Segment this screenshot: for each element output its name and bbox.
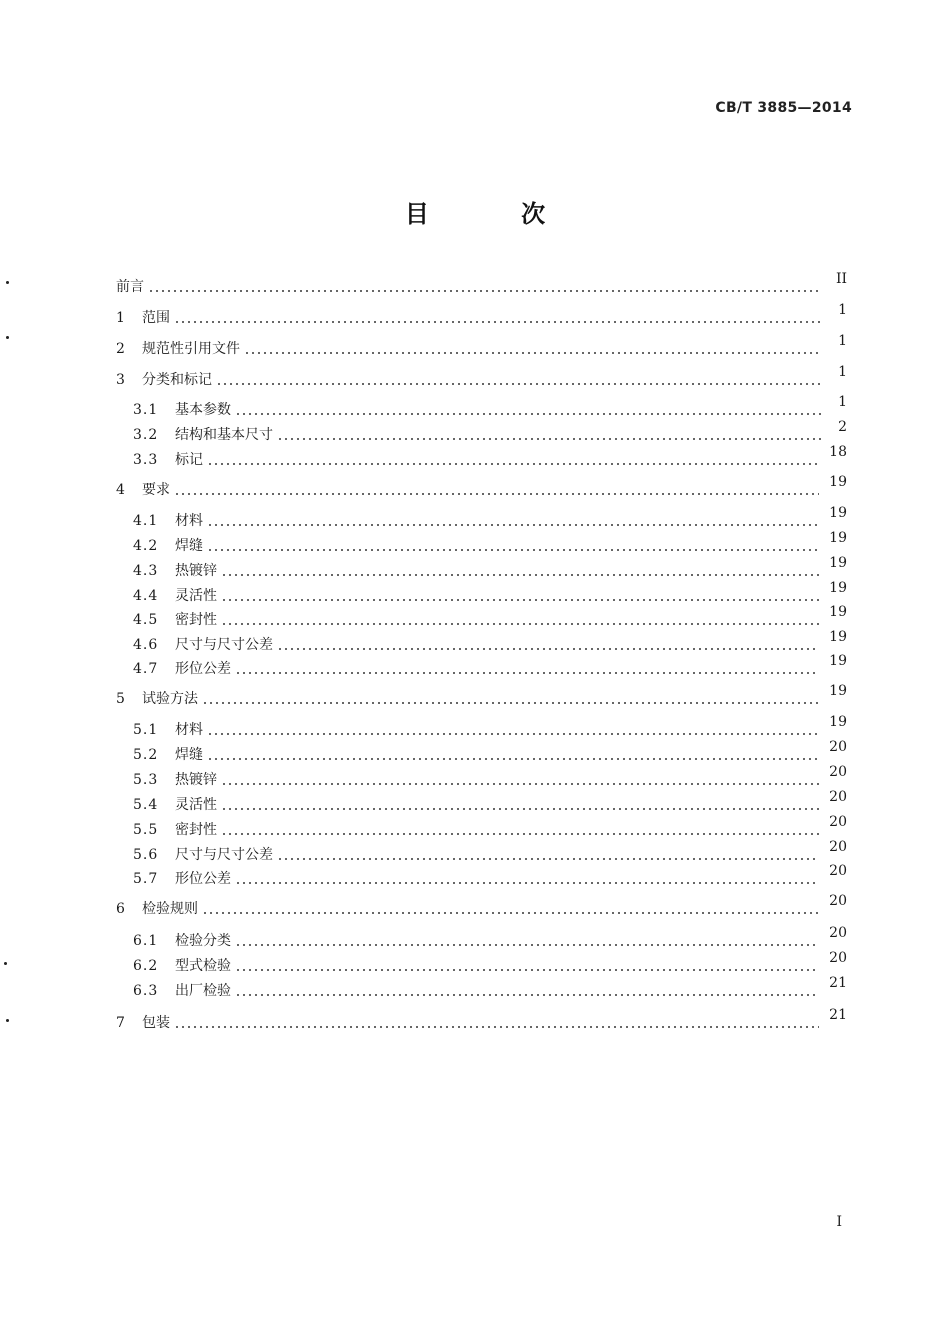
toc-entry-page: 20	[829, 764, 847, 780]
toc-entry-number: 5.1	[133, 722, 159, 738]
dot-leader	[221, 783, 819, 785]
toc-entry-title: 热镀锌	[175, 563, 217, 579]
dot-leader	[235, 969, 819, 971]
scan-artifact	[4, 962, 7, 965]
toc-entry-page: 19	[829, 505, 847, 521]
toc-entry-title: 型式检验	[175, 958, 231, 974]
toc-entry-page: 19	[829, 530, 847, 546]
toc-entry[interactable]	[133, 530, 847, 555]
toc-entry-number: 4.4	[133, 588, 159, 604]
toc-entry-page: 20	[829, 925, 847, 941]
dot-leader	[216, 383, 821, 385]
toc-entry-title: 前言	[116, 279, 144, 295]
dot-leader	[207, 463, 819, 465]
toc-entry-title: 灵活性	[175, 797, 217, 813]
scan-artifact	[6, 336, 9, 339]
toc-entry[interactable]	[116, 364, 847, 389]
toc-entry[interactable]	[133, 419, 847, 444]
toc-entry-title: 尺寸与尺寸公差	[175, 637, 273, 653]
toc-entry-page: 20	[829, 893, 847, 909]
toc-entry-page: 20	[829, 950, 847, 966]
toc-entry-number: 5.3	[133, 772, 159, 788]
dot-leader	[207, 758, 819, 760]
toc-entry-title: 灵活性	[175, 588, 217, 604]
dot-leader	[174, 493, 819, 495]
toc-entry-title: 焊缝	[175, 538, 203, 554]
toc-entry[interactable]	[133, 714, 847, 739]
toc-entry-number: 4.5	[133, 612, 159, 628]
dot-leader	[148, 290, 821, 292]
toc-entry-page: 19	[829, 604, 847, 620]
dot-leader	[207, 524, 819, 526]
toc-entry-number: 5.2	[133, 747, 159, 763]
toc-entry-number: 3.3	[133, 452, 159, 468]
toc-entry[interactable]	[133, 604, 847, 629]
toc-entry-number: 3.1	[133, 402, 159, 418]
toc-entry-page: II	[835, 271, 847, 287]
dot-leader	[277, 648, 819, 650]
toc-entry-title: 规范性引用文件	[142, 341, 240, 357]
scan-artifact	[6, 281, 9, 284]
toc-entry-title: 密封性	[175, 822, 217, 838]
toc-entry-page: 21	[829, 1007, 847, 1023]
toc-entry[interactable]	[116, 683, 847, 708]
toc-entry[interactable]	[133, 764, 847, 789]
toc-entry-title: 材料	[175, 513, 203, 529]
toc-entry-number: 4	[116, 482, 125, 498]
toc-entry-page: 20	[829, 863, 847, 879]
toc-entry-title: 尺寸与尺寸公差	[175, 847, 273, 863]
toc-entry[interactable]	[133, 814, 847, 839]
toc-entry-title: 试验方法	[142, 691, 198, 707]
dot-leader	[235, 882, 819, 884]
toc-entry-page: 19	[829, 683, 847, 699]
dot-leader	[221, 833, 819, 835]
toc-entry-page: 21	[829, 975, 847, 991]
toc-entry[interactable]	[133, 555, 847, 580]
toc-entry-number: 6.3	[133, 983, 159, 999]
toc-entry[interactable]	[133, 863, 847, 888]
toc-entry-title: 检验分类	[175, 933, 231, 949]
toc-entry[interactable]	[133, 580, 847, 605]
toc-entry-page: 19	[829, 580, 847, 596]
toc-entry[interactable]	[133, 839, 847, 864]
dot-leader	[221, 808, 819, 810]
toc-entry-number: 3.2	[133, 427, 159, 443]
toc-entry-title: 检验规则	[142, 901, 198, 917]
dot-leader	[235, 994, 819, 996]
toc-entry-number: 4.2	[133, 538, 159, 554]
dot-leader	[174, 1026, 819, 1028]
toc-entry-number: 5.4	[133, 797, 159, 813]
toc-entry-title: 热镀锌	[175, 772, 217, 788]
toc-entry[interactable]	[133, 653, 847, 678]
toc-entry-number: 4.6	[133, 637, 159, 653]
toc-entry-number: 5.6	[133, 847, 159, 863]
dot-leader	[235, 672, 819, 674]
toc-entry[interactable]	[116, 271, 847, 296]
toc-entry-page: 20	[829, 739, 847, 755]
dot-leader	[221, 574, 819, 576]
toc-entry-title: 密封性	[175, 612, 217, 628]
dot-leader	[277, 438, 821, 440]
toc-entry-page: 20	[829, 789, 847, 805]
toc-entry-number: 4.1	[133, 513, 159, 529]
toc-entry[interactable]	[133, 629, 847, 654]
dot-leader	[235, 944, 819, 946]
toc-entry-page: 19	[829, 714, 847, 730]
toc-entry[interactable]	[133, 505, 847, 530]
toc-entry-title: 分类和标记	[142, 372, 212, 388]
toc-entry-title: 出厂检验	[175, 983, 231, 999]
toc-entry-title: 形位公差	[175, 661, 231, 677]
toc-entry[interactable]	[116, 333, 847, 358]
toc-entry[interactable]	[133, 975, 847, 1000]
toc-entry[interactable]	[133, 925, 847, 950]
toc-entry-page: 20	[829, 814, 847, 830]
standard-code: CB/T 3885—2014	[715, 100, 852, 116]
toc-entry-number: 4.7	[133, 661, 159, 677]
toc-entry-number: 2	[116, 341, 125, 357]
toc-entry-number: 5	[116, 691, 125, 707]
toc-entry-page: 19	[829, 474, 847, 490]
toc-entry[interactable]	[133, 394, 847, 419]
toc-entry-number: 6.1	[133, 933, 159, 949]
dot-leader	[221, 599, 819, 601]
toc-entry-page: 20	[829, 839, 847, 855]
dot-leader	[202, 912, 819, 914]
toc-entry-number: 5.7	[133, 871, 159, 887]
dot-leader	[221, 623, 819, 625]
scan-artifact	[6, 1019, 9, 1022]
dot-leader	[174, 321, 821, 323]
page-title: 目 次	[404, 200, 588, 228]
toc-entry-page: 1	[838, 364, 847, 380]
toc-entry-number: 6.2	[133, 958, 159, 974]
toc-entry[interactable]	[116, 893, 847, 918]
toc-entry-page: 1	[838, 394, 847, 410]
toc-entry-title: 包装	[142, 1015, 170, 1031]
toc-entry-page: 1	[838, 333, 847, 349]
dot-leader	[207, 549, 819, 551]
toc-entry[interactable]	[116, 302, 847, 327]
toc-entry-page: 19	[829, 629, 847, 645]
toc-entry[interactable]	[116, 474, 847, 499]
table-of-contents	[116, 0, 847, 1100]
toc-entry-number: 1	[116, 310, 125, 326]
toc-entry-number: 6	[116, 901, 125, 917]
toc-entry[interactable]	[116, 1007, 847, 1032]
toc-entry-page: 18	[829, 444, 847, 460]
toc-entry[interactable]	[133, 950, 847, 975]
dot-leader	[244, 352, 821, 354]
toc-entry-number: 7	[116, 1015, 125, 1031]
toc-entry-page: 19	[829, 653, 847, 669]
toc-entry-number: 3	[116, 372, 125, 388]
toc-entry-title: 材料	[175, 722, 203, 738]
toc-entry-number: 4.3	[133, 563, 159, 579]
toc-entry-title: 结构和基本尺寸	[175, 427, 273, 443]
toc-entry-title: 基本参数	[175, 402, 231, 418]
dot-leader	[207, 733, 819, 735]
toc-entry[interactable]	[133, 444, 847, 469]
toc-entry-title: 要求	[142, 482, 170, 498]
page-number: I	[836, 1214, 842, 1230]
toc-entry-page: 19	[829, 555, 847, 571]
toc-entry-page: 1	[838, 302, 847, 318]
toc-entry-page: 2	[838, 419, 847, 435]
toc-entry-title: 范围	[142, 310, 170, 326]
dot-leader	[202, 702, 819, 704]
dot-leader	[277, 858, 819, 860]
toc-entry[interactable]	[133, 789, 847, 814]
toc-entry-number: 5.5	[133, 822, 159, 838]
toc-entry-title: 形位公差	[175, 871, 231, 887]
toc-entry-title: 标记	[175, 452, 203, 468]
toc-entry-title: 焊缝	[175, 747, 203, 763]
dot-leader	[235, 413, 821, 415]
toc-entry[interactable]	[133, 739, 847, 764]
